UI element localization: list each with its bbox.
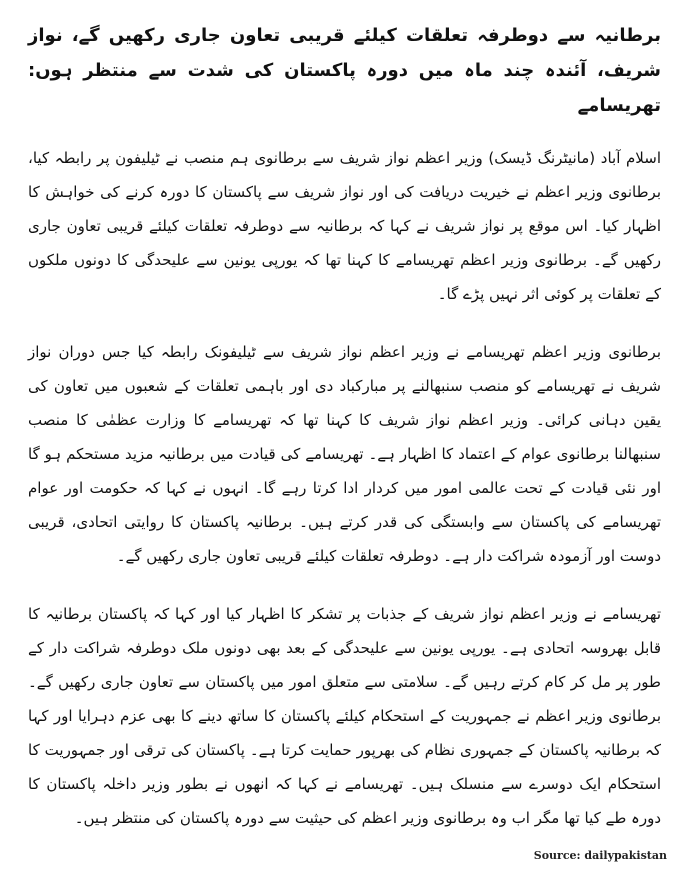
article-paragraph-3: تھریسامے نے وزیر اعظم نواز شریف کے جذبات پر تشکر کا اظہار کیا اور کہا کہ پاکستان برطانیہ کا قابل بھروسہ اتحادی ہے۔ یورپی یونین سے علیحدگی کے بعد بھی دونوں ملک دوطرفہ شراکت دار کے طور پر مل کر کام کرتے رہیں گے۔ سلامتی سے متعلق امور میں پاکستان سے تعاون جاری رکھیں گے۔ برطانوی وزیر اعظم نے جمہوریت کے استحکام کیلئے پاکستان کا ساتھ دینے کا بھی عزم دہرایا اور کہا کہ برطانیہ پاکستان کے جمہوری نظام کی بھرپور حمایت کرتا ہے۔ پاکستان کی ترقی اور جمہوریت کا استحکام ایک دوسرے سے منسلک ہیں۔ تھریسامے نے کہا کہ انھوں نے بطور وزیر داخلہ پاکستان کا دورہ طے کیا تھا مگر اب وہ برطانوی وزیر اعظم کی حیثیت سے دورہ پاکستان کی منتظر ہیں۔ — [28, 605, 661, 827]
article-paragraph-1: اسلام آباد (مانیٹرنگ ڈیسک) وزیر اعظم نواز شریف سے برطانوی ہم منصب نے ٹیلیفون پر رابطہ کیا، برطانوی وزیر اعظم نے خیریت دریافت کی اور نواز شریف سے پاکستان کا دورہ کرنے کی خواہش کا اظہار کیا۔ اس موقع پر نواز شریف نے کہا کہ برطانیہ سے دوطرفہ تعلقات کیلئے قریبی تعاون جاری رکھیں گے۔ برطانوی وزیر اعظم تھریسامے کا کہنا تھا کہ یورپی یونین سے علیحدگی کا دونوں ملکوں کے تعلقات پر کوئی اثر نہیں پڑے گا۔ — [28, 149, 661, 303]
news-article — [22, 10, 667, 859]
article-paragraph-2: برطانوی وزیر اعظم تھریسامے نے وزیر اعظم نواز شریف سے ٹیلیفونک رابطہ کیا جس دوران نواز شریف نے تھریسامے کو منصب سنبھالنے پر مبارکباد دی اور باہمی تعلقات کے شعبوں میں تعاون کی یقین دہانی کرائی۔ وزیر اعظم نواز شریف کا کہنا تھا کہ تھریسامے کا وزارت عظمٰی کا منصب سنبھالنا برطانوی عوام کے اعتماد کا اظہار ہے۔ تھریسامے کی قیادت میں برطانیہ مزید مستحکم ہو گا اور نئی قیادت کے تحت عالمی امور میں کردار ادا کرتا رہے گا۔ انہوں نے کہا کہ حکومت اور عوام تھریسامے کی پاکستان سے وابستگی کی قدر کرتے ہیں۔ برطانیہ پاکستان کا روایتی اتحادی، قریبی دوست اور آزمودہ شراکت دار ہے۔ دوطرفہ تعلقات کیلئے قریبی تعاون جاری رکھیں گے۔ — [28, 343, 661, 565]
article-headline: برطانیہ سے دوطرفہ تعلقات کیلئے قریبی تعاون جاری رکھیں گے، نواز شریف، آئندہ چند ماہ میں دورہ پاکستان کی شدت سے منتظر ہوں: تھریسامے — [28, 25, 661, 116]
source-credit: Source: dailypakistan — [533, 849, 667, 862]
